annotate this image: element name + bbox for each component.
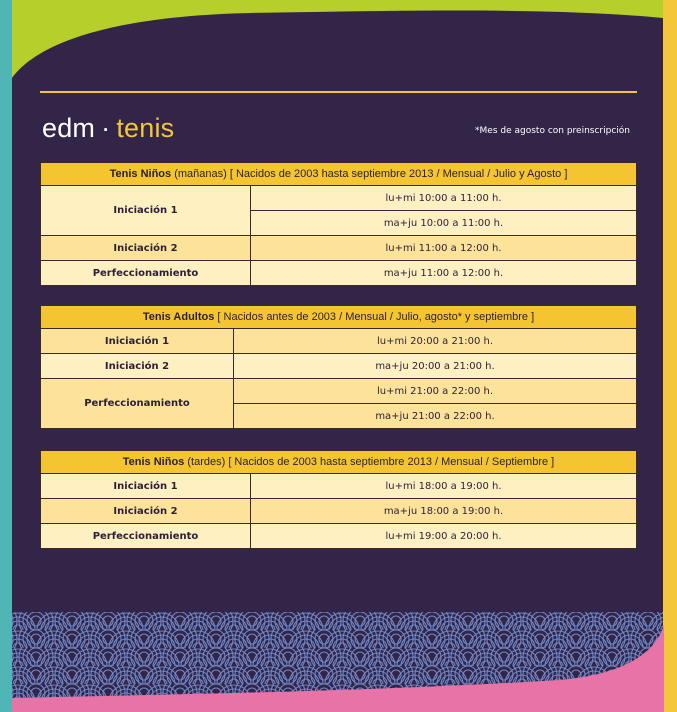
- level-cell: Iniciación 2: [41, 354, 234, 379]
- table-detail: [ Nacidos antes de 2003 / Mensual / Julio, agosto* y septiembre ]: [217, 311, 535, 323]
- preregistration-note: *Mes de agosto con preinscripción: [475, 126, 630, 136]
- time-cell: lu+mi 11:00 a 12:00 h.: [251, 236, 637, 261]
- time-cell: lu+mi 20:00 a 21:00 h.: [234, 329, 637, 354]
- table-detail: (mañanas) [ Nacidos de 2003 hasta septiembre 2013 / Mensual / Julio y Agosto ]: [174, 168, 568, 180]
- time-cell: ma+ju 10:00 a 11:00 h.: [251, 211, 637, 236]
- table-row: [41, 524, 637, 549]
- table-header: [41, 163, 637, 186]
- time-cell: lu+mi 21:00 a 22:00 h.: [234, 379, 637, 404]
- table-title: Tenis Adultos: [142, 311, 215, 323]
- time-cell: lu+mi 18:00 a 19:00 h.: [251, 474, 637, 499]
- yellow-band: [663, 0, 677, 712]
- table-header: [41, 451, 637, 474]
- level-cell: Perfeccionamiento: [41, 524, 251, 549]
- divider-rule: [40, 91, 637, 93]
- brand-sport: tenis: [116, 113, 175, 143]
- time-cell: ma+ju 20:00 a 21:00 h.: [234, 354, 637, 379]
- table-row: [41, 354, 637, 379]
- table-title: Tenis Niños: [122, 456, 185, 468]
- brand-separator: ·: [101, 113, 111, 143]
- table-row: [41, 499, 637, 524]
- schedule-table-kids-morning: [40, 162, 637, 286]
- level-cell: Perfeccionamiento: [41, 261, 251, 286]
- time-cell: ma+ju 11:00 a 12:00 h.: [251, 261, 637, 286]
- level-cell: Iniciación 1: [41, 329, 234, 354]
- time-cell: ma+ju 18:00 a 19:00 h.: [251, 499, 637, 524]
- teal-band: [0, 0, 12, 712]
- schedule-table-adults: [40, 305, 637, 429]
- level-cell: Iniciación 2: [41, 499, 251, 524]
- level-cell: Iniciación 2: [41, 236, 251, 261]
- level-cell: Iniciación 1: [41, 186, 251, 236]
- table-row: [41, 329, 637, 354]
- time-cell: ma+ju 21:00 a 22:00 h.: [234, 404, 637, 429]
- brand-name: edm: [42, 113, 96, 143]
- level-cell: Perfeccionamiento: [41, 379, 234, 429]
- level-cell: Iniciación 1: [41, 474, 251, 499]
- table-detail: (tardes) [ Nacidos de 2003 hasta septiembre 2013 / Mensual / Septiembre ]: [187, 456, 555, 468]
- table-title: Tenis Niños: [109, 168, 172, 180]
- table-row: [41, 261, 637, 286]
- table-row: [41, 474, 637, 499]
- time-cell: lu+mi 10:00 a 11:00 h.: [251, 186, 637, 211]
- time-cell: lu+mi 19:00 a 20:00 h.: [251, 524, 637, 549]
- table-row: [41, 236, 637, 261]
- brand-title: [42, 113, 174, 144]
- schedule-table-kids-afternoon: [40, 450, 637, 549]
- table-header: [41, 306, 637, 329]
